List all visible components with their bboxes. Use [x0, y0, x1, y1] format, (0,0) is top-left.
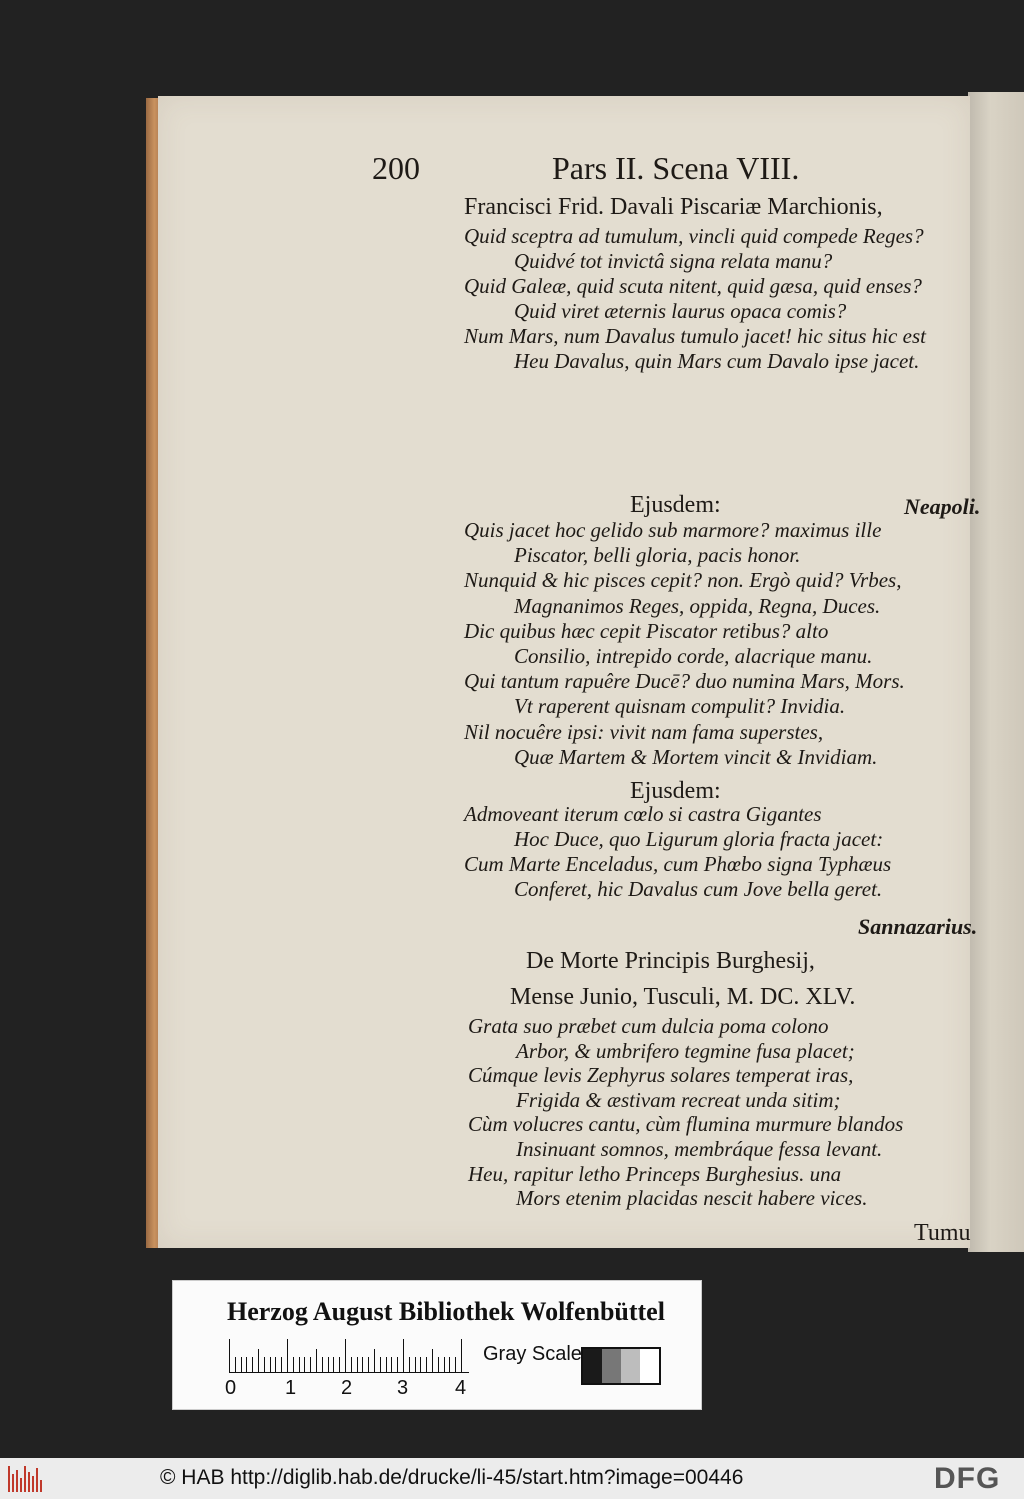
ruler-tick: [386, 1357, 387, 1373]
ruler-number: 0: [225, 1377, 237, 1399]
logo-bar: [8, 1466, 10, 1492]
ruler-tick: [397, 1357, 398, 1373]
ruler-tick: [461, 1339, 462, 1373]
ruler-tick: [380, 1357, 381, 1373]
ruler-tick: [438, 1357, 439, 1373]
ruler-tick: [322, 1357, 323, 1373]
verse-line: Qui tantum rapuêre Ducē? duo numina Mars, Mors.: [464, 669, 905, 694]
library-label-card: [172, 1280, 702, 1410]
ruler-tick: [281, 1357, 282, 1373]
ruler-tick: [287, 1339, 288, 1373]
poem1-title: Francisci Frid. Davali Piscariæ Marchionis,: [464, 194, 883, 220]
verse-line: Cúmque levis Zephyrus solares temperat iras,: [468, 1063, 854, 1088]
verse-line: Cùm volucres cantu, cùm flumina murmure blandos: [468, 1112, 904, 1137]
ruler-tick: [229, 1339, 230, 1373]
poem2-author: Neapoli.: [904, 494, 981, 519]
gray-swatch: [602, 1349, 621, 1383]
logo-bar: [12, 1474, 14, 1492]
logo-bar: [28, 1472, 30, 1492]
ruler-tick: [432, 1349, 433, 1373]
poem4-subtitle: Mense Junio, Tusculi, M. DC. XLV.: [510, 984, 856, 1010]
ruler-tick: [258, 1349, 259, 1373]
verse-line: Nunquid & hic pisces cepit? non. Ergò quid? Vrbes,: [464, 568, 902, 593]
verse-line: Arbor, & umbrifero tegmine fusa placet;: [516, 1038, 855, 1063]
ruler-number: 1: [285, 1377, 297, 1399]
ruler-tick: [339, 1357, 340, 1373]
ruler-tick: [449, 1357, 450, 1373]
ruler-tick: [444, 1357, 445, 1373]
ruler-tick: [264, 1357, 265, 1373]
book-page: [158, 96, 981, 1248]
verse-line: Admoveant iterum cœlo si castra Gigantes: [464, 802, 822, 826]
verse-line: Heu, rapitur letho Princeps Burghesius. una: [468, 1161, 842, 1186]
dfg-logo: DFG: [934, 1462, 1001, 1495]
ruler-tick: [374, 1349, 375, 1373]
ruler-number: 2: [341, 1377, 353, 1399]
ruler-tick: [328, 1357, 329, 1373]
page-number: 200: [372, 150, 420, 186]
verse-line: Num Mars, num Davalus tumulo jacet! hic situs hic est: [464, 324, 926, 348]
ruler-tick: [316, 1349, 317, 1373]
poem3-title: Ejusdem:: [630, 778, 721, 804]
copyright-url: © HAB http://diglib.hab.de/drucke/li-45/start.htm?image=00446: [160, 1466, 744, 1489]
gray-swatch: [640, 1349, 659, 1383]
poem3-author: Sannazarius.: [858, 914, 978, 939]
logo-bar: [32, 1476, 34, 1492]
verse-line: Grata suo præbet cum dulcia poma colono: [468, 1014, 829, 1038]
ruler-tick: [362, 1357, 363, 1373]
ruler-tick: [241, 1357, 242, 1373]
verse-line: Quid sceptra ad tumulum, vincli quid compede Reges?: [464, 224, 924, 248]
logo-bar: [40, 1480, 42, 1492]
ruler-tick: [252, 1357, 253, 1373]
gray-scale-label: Gray Scale: [483, 1343, 582, 1365]
verse-line: Conferet, hic Davalus cum Jove bella geret.: [514, 877, 883, 901]
ruler-tick: [391, 1357, 392, 1373]
logo-bar: [24, 1466, 26, 1492]
verse-line: Quæ Martem & Mortem vincit & Invidiam.: [514, 744, 878, 769]
ruler-tick: [270, 1357, 271, 1373]
logo-bar: [36, 1468, 38, 1492]
ruler-tick: [420, 1357, 421, 1373]
verse-line: Dic quibus hæc cepit Piscator retibus? alto: [464, 618, 829, 643]
verse-line: Quis jacet hoc gelido sub marmore? maximus ille: [464, 518, 882, 542]
logo-bar: [20, 1478, 22, 1492]
ruler-number: 4: [455, 1377, 467, 1399]
ruler-tick: [299, 1357, 300, 1373]
poem4-title: De Morte Principis Burghesij,: [526, 948, 815, 974]
measurement-ruler: [229, 1339, 469, 1373]
ruler-tick: [293, 1357, 294, 1373]
ruler-tick: [351, 1357, 352, 1373]
verse-line: Mors etenim placidas nescit habere vices.: [516, 1186, 868, 1211]
verse-line: Quid Galeæ, quid scuta nitent, quid gæsa, quid enses?: [464, 274, 922, 298]
ruler-tick: [415, 1357, 416, 1373]
ruler-tick: [246, 1357, 247, 1373]
verse-line: Insinuant somnos, membráque fessa levant.: [516, 1137, 883, 1161]
running-head: Pars II. Scena VIII.: [552, 150, 800, 186]
gray-scale-swatches: [581, 1347, 661, 1385]
library-name: Herzog August Bibliothek Wolfenbüttel: [227, 1297, 665, 1326]
verse-line: Quid viret æternis laurus opaca comis?: [514, 299, 847, 323]
verse-line: Magnanimos Reges, oppida, Regna, Duces.: [514, 593, 881, 618]
ruler-tick: [357, 1357, 358, 1373]
verse-line: Hoc Duce, quo Ligurum gloria fracta jacet:: [514, 827, 884, 851]
verse-line: Frigida & æstivam recreat unda sitim;: [516, 1087, 841, 1112]
verse-line: Heu Davalus, quin Mars cum Davalo ipse jacet.: [514, 349, 920, 373]
logo-bar: [16, 1470, 18, 1492]
verse-line: Vt raperent quisnam compulit? Invidia.: [514, 694, 846, 719]
catchword: Tumu: [914, 1220, 971, 1246]
next-page-edge: [968, 92, 1024, 1252]
ruler-tick: [368, 1357, 369, 1373]
gray-swatch: [621, 1349, 640, 1383]
ruler-tick: [333, 1357, 334, 1373]
verse-line: Piscator, belli gloria, pacis honor.: [514, 543, 801, 568]
ruler-tick: [304, 1357, 305, 1373]
verse-line: Quidvé tot invictâ signa relata manu?: [514, 249, 833, 273]
poem2-title: Ejusdem:: [630, 492, 721, 518]
ruler-tick: [275, 1357, 276, 1373]
verse-line: Consilio, intrepido corde, alacrique manu.: [514, 644, 873, 668]
ruler-tick: [426, 1357, 427, 1373]
ruler-number: 3: [397, 1377, 409, 1399]
ruler-tick: [403, 1339, 404, 1373]
hab-logo-icon: [8, 1466, 48, 1492]
ruler-tick: [455, 1357, 456, 1373]
ruler-tick: [345, 1339, 346, 1373]
ruler-tick: [235, 1357, 236, 1373]
verse-line: Cum Marte Enceladus, cum Phœbo signa Typhæus: [464, 852, 892, 876]
footer-bar: [0, 1458, 1024, 1499]
ruler-tick: [409, 1357, 410, 1373]
gray-swatch: [583, 1349, 602, 1383]
ruler-tick: [310, 1357, 311, 1373]
verse-line: Nil nocuêre ipsi: vivit nam fama superstes,: [464, 719, 824, 744]
